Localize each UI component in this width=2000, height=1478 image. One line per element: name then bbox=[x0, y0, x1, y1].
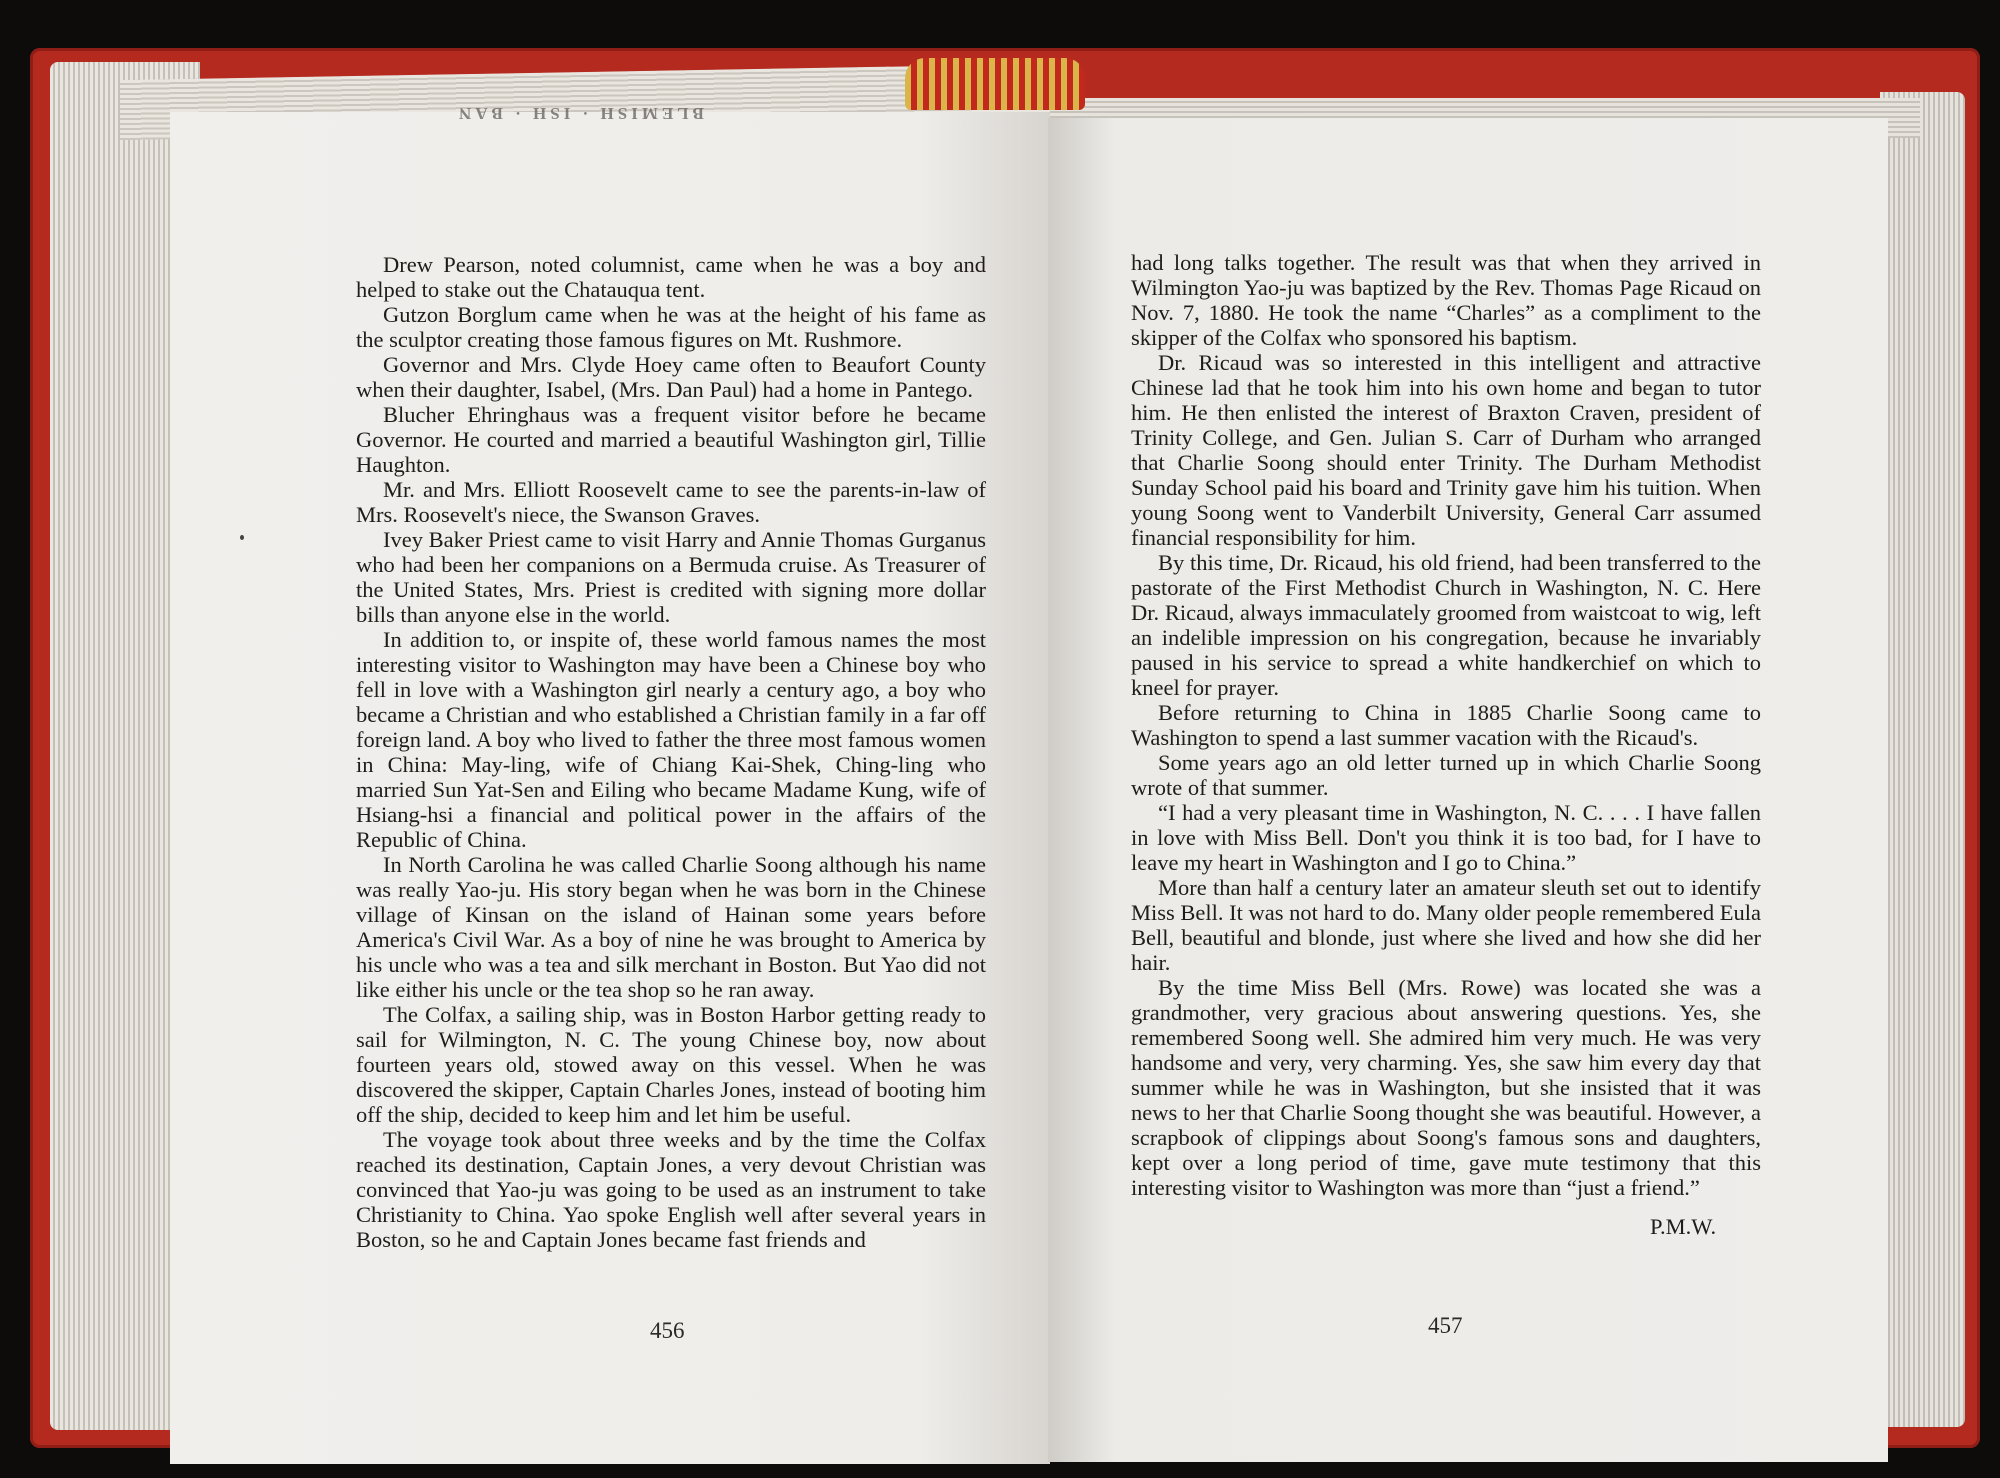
paragraph: had long talks together. The result was that when they arrived in Wilmington Yao-ju was baptized by the Rev. Thomas Page Ricaud on Nov. 7, 1880. He took the name “Charles” as a compliment to the skipper of the Colfax who sponsored his baptism. bbox=[1131, 250, 1761, 350]
page-edges-right bbox=[1880, 92, 1965, 1427]
paragraph: “I had a very pleasant time in Washington, N. C. . . . I have fallen in love with Miss Bell. Don't you think it is too bad, for I have to leave my heart in Washington and I go to China.” bbox=[1131, 800, 1761, 875]
paragraph: Some years ago an old letter turned up in which Charlie Soong wrote of that summer. bbox=[1131, 750, 1761, 800]
paragraph: Dr. Ricaud was so interested in this intelligent and attractive Chinese lad that he took him into his own home and began to tutor him. He then enlisted the interest of Braxton Craven, president of Trinity College, and Gen. Julian S. Carr of Durham who arranged that Charlie Soong should enter Trinity. The Durham Methodist Sunday School paid his board and Trinity gave him his tuition. When young Soong went to Vanderbilt University, General Carr assumed financial responsibility for him. bbox=[1131, 350, 1761, 550]
paragraph: The voyage took about three weeks and by the time the Colfax reached its destination, Captain Jones, a very devout Christian was convinced that Yao-ju was going to be used as an instrument to take Christianity to China. Yao spoke English well after several years in Boston, so he and Captain Jones became fast friends and bbox=[356, 1127, 986, 1252]
right-page-text bbox=[1131, 250, 1761, 1200]
paragraph: In North Carolina he was called Charlie Soong although his name was really Yao-ju. His story began when he was born in the Chinese village of Kinsan on the island of Hainan some years before America's Civil War. As a boy of nine he was brought to America by his uncle who was a tea and silk merchant in Boston. But Yao did not like either his uncle or the tea shop so he ran away. bbox=[356, 852, 986, 1002]
bleed-through-heading: BLEMISH · ISH · BAN bbox=[455, 104, 704, 123]
paragraph: Blucher Ehringhaus was a frequent visitor before he became Governor. He courted and married a beautiful Washington girl, Tillie Haughton. bbox=[356, 402, 986, 477]
paragraph: By this time, Dr. Ricaud, his old friend, had been transferred to the pastorate of the First Methodist Church in Washington, N. C. Here Dr. Ricaud, always immaculately groomed from waistcoat to wig, left an indelible impression on his congregation, because he invariably paused in his service to spread a white handkerchief on which to kneel for prayer. bbox=[1131, 550, 1761, 700]
paragraph: Drew Pearson, noted columnist, came when he was a boy and helped to stake out the Chatauqua tent. bbox=[356, 252, 986, 302]
margin-speck bbox=[240, 535, 244, 540]
page-number-right: 457 bbox=[1428, 1313, 1463, 1338]
paragraph: Ivey Baker Priest came to visit Harry and Annie Thomas Gurganus who had been her companions on a Bermuda cruise. As Treasurer of the United States, Mrs. Priest is credited with signing more dollar bills than anyone else in the world. bbox=[356, 527, 986, 627]
paragraph: Mr. and Mrs. Elliott Roosevelt came to see the parents-in-law of Mrs. Roosevelt's niece, the Swanson Graves. bbox=[356, 477, 986, 527]
paragraph: In addition to, or inspite of, these world famous names the most interesting visitor to Washington may have been a Chinese boy who fell in love with a Washington girl nearly a century ago, a boy who became a Christian and who established a Christian family in a far off foreign land. A boy who lived to father the three most famous women in China: May-ling, wife of Chiang Kai-Shek, Ching-ling who married Sun Yat-Sen and Eiling who became Madame Kung, wife of Hsiang-hsi a financial and political power in the affairs of the Republic of China. bbox=[356, 627, 986, 852]
paragraph: Governor and Mrs. Clyde Hoey came often to Beaufort County when their daughter, Isabel, (Mrs. Dan Paul) had a home in Pantego. bbox=[356, 352, 986, 402]
paragraph: The Colfax, a sailing ship, was in Boston Harbor getting ready to sail for Wilmington, N. C. The young Chinese boy, now about fourteen years old, stowed away on this vessel. When he was discovered the skipper, Captain Charles Jones, instead of booting him off the ship, decided to keep him and let him be useful. bbox=[356, 1002, 986, 1127]
paragraph: Before returning to China in 1885 Charlie Soong came to Washington to spend a last summer vacation with the Ricaud's. bbox=[1131, 700, 1761, 750]
headband bbox=[905, 58, 1085, 110]
author-initials: P.M.W. bbox=[1650, 1214, 1717, 1239]
paragraph: Gutzon Borglum came when he was at the height of his fame as the sculptor creating those famous figures on Mt. Rushmore. bbox=[356, 302, 986, 352]
paragraph: More than half a century later an amateur sleuth set out to identify Miss Bell. It was not hard to do. Many older people remembered Eula Bell, beautiful and blonde, just where she lived and how she did her hair. bbox=[1131, 875, 1761, 975]
page-number-left: 456 bbox=[650, 1318, 685, 1343]
paragraph: By the time Miss Bell (Mrs. Rowe) was located she was a grandmother, very gracious about answering questions. Yes, she remembered Soong well. She admired him very much. He was very handsome and very, very charming. Yes, she saw him every day that summer while he was in Washington, but she insisted that it was news to her that Charlie Soong thought she was beautiful. However, a scrapbook of clippings about Soong's famous sons and daughters, kept over a long period of time, gave mute testimony that this interesting visitor to Washington was more than “just a friend.” bbox=[1131, 975, 1761, 1200]
left-page-text bbox=[356, 252, 986, 1252]
